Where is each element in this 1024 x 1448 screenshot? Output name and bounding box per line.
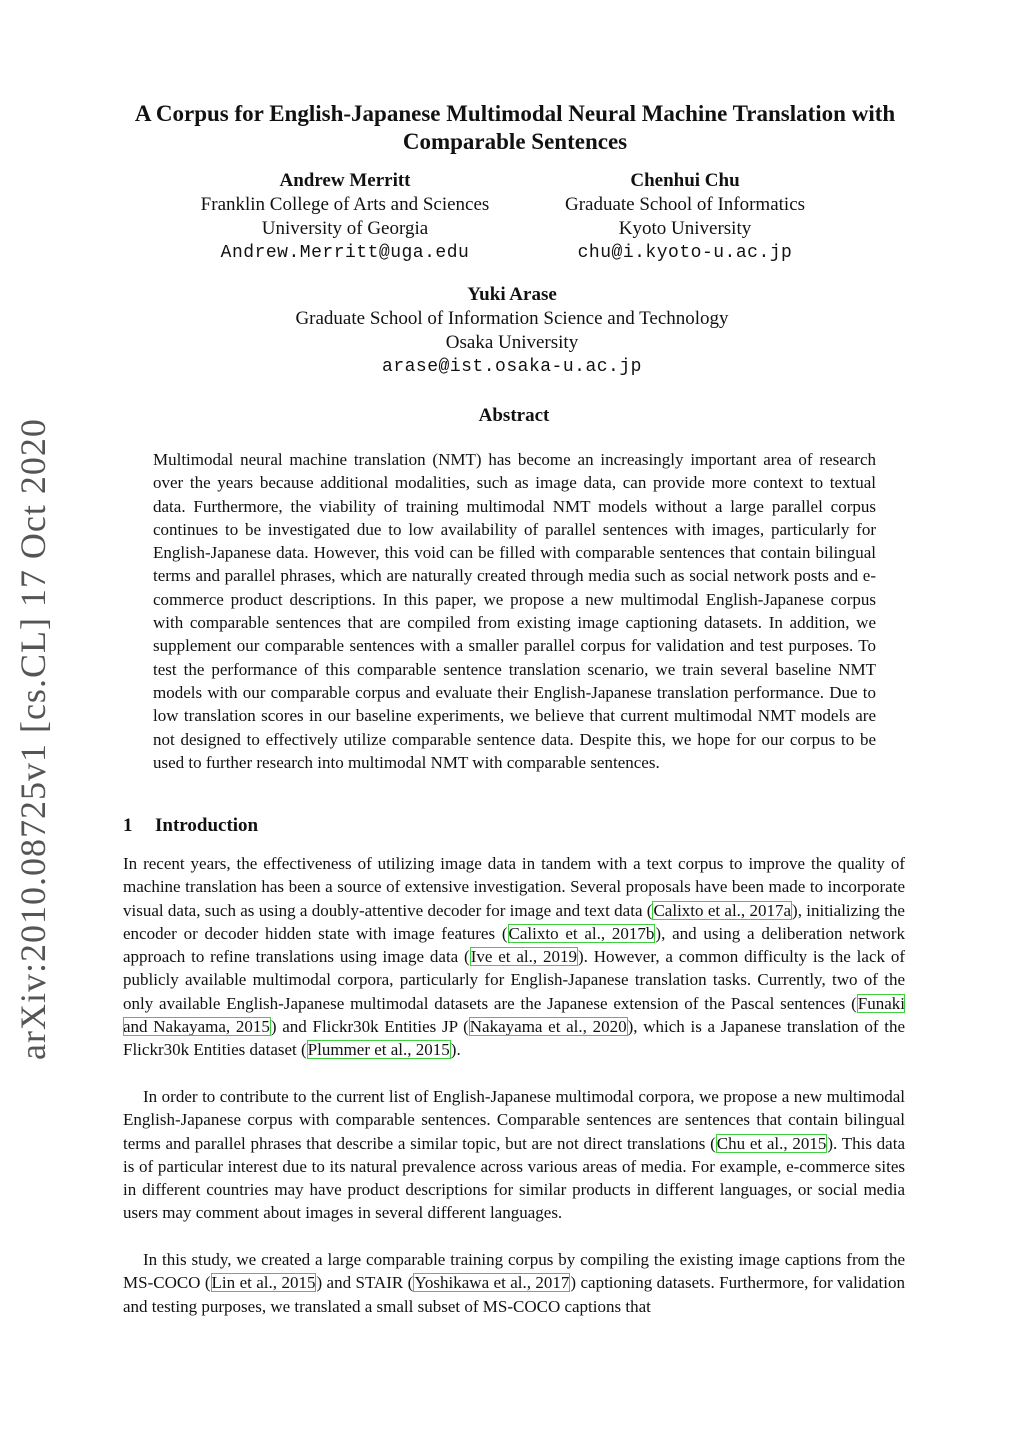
paragraph bbox=[123, 1248, 905, 1318]
author-block bbox=[262, 283, 762, 379]
text-run: ), which is a Japanese translation of the Flickr30k Entities dataset ( bbox=[123, 1017, 906, 1060]
citation-link[interactable]: Chu et al., 2015 bbox=[716, 1133, 827, 1153]
text-run: ) and Flickr30k Entities JP ( bbox=[270, 1017, 469, 1037]
section-number: 1 bbox=[123, 815, 133, 836]
author-affiliation: Kyoto University bbox=[618, 218, 752, 239]
citation-link[interactable]: Calixto et al., 2017a bbox=[653, 900, 792, 920]
text-run: In this study, we created a large comparable training corpus by compiling the existing image captions from the MS-COCO ( bbox=[123, 1250, 905, 1293]
author-block bbox=[175, 169, 515, 265]
text-run: ). However, a common difficulty is the lack of publicly available multimodal corpora, particularly for English-Japanese translation tasks. Currently, two of the only available English-Japanese multimodal datasets are the Japanese extension of the Pascal sentences ( bbox=[123, 947, 905, 1013]
citation-link[interactable]: Nakayama et al., 2020 bbox=[469, 1017, 627, 1037]
text-run: In recent years, the effectiveness of utilizing image data in tandem with a text corpus to improve the quality of machine translation has been a source of extensive investigation. Several proposals have been made to incorporate visual data, such as using a doubly-attentive decoder for image and text data ( bbox=[123, 854, 905, 920]
author-name: Yuki Arase bbox=[467, 284, 557, 305]
paragraph bbox=[123, 1085, 905, 1225]
author-affiliation: Graduate School of Informatics bbox=[564, 194, 806, 215]
text-run: ), initializing the encoder or decoder hidden state with image features ( bbox=[123, 900, 905, 943]
author-affiliation: Franklin College of Arts and Sciences bbox=[200, 194, 490, 215]
text-run: In order to contribute to the current list of English-Japanese multimodal corpora, we propose a new multimodal English-Japanese corpus with comparable sentences. Comparable sentences are sentences that contain bilingual terms and parallel phrases that describe a similar topic, but are not direct translations ( bbox=[123, 1087, 905, 1153]
author-affiliation: Graduate School of Information Science and Technology bbox=[295, 308, 729, 329]
citation-link[interactable]: Plummer et al., 2015 bbox=[307, 1040, 450, 1060]
arxiv-identifier: arXiv:2010.08725v1 [cs.CL] 17 Oct 2020 bbox=[13, 418, 53, 1060]
text-run: ). bbox=[450, 1040, 461, 1060]
author-email: arase@ist.osaka-u.ac.jp bbox=[382, 357, 642, 377]
author-email: Andrew.Merritt@uga.edu bbox=[220, 243, 470, 263]
citation-link[interactable]: Calixto et al., 2017b bbox=[508, 923, 655, 943]
citation-link[interactable]: Ive et al., 2019 bbox=[470, 947, 577, 967]
paragraph bbox=[123, 852, 905, 1062]
author-name: Andrew Merritt bbox=[279, 170, 411, 191]
paper-title: A Corpus for English-Japanese Multimodal Neural Machine Translation with Comparable Sentences bbox=[134, 101, 896, 154]
text-run: ) captioning datasets. Furthermore, for validation and testing purposes, we translated a small subset of MS-COCO captions that bbox=[123, 1273, 906, 1316]
author-email: chu@i.kyoto-u.ac.jp bbox=[577, 243, 793, 263]
section-heading bbox=[123, 815, 258, 837]
author-name: Chenhui Chu bbox=[630, 170, 740, 191]
author-block bbox=[545, 169, 825, 265]
author-affiliation: University of Georgia bbox=[261, 218, 429, 239]
abstract-heading: Abstract bbox=[478, 405, 550, 426]
citation-link[interactable]: Funaki and Nakayama, 2015 bbox=[123, 993, 905, 1037]
section-title: Introduction bbox=[155, 815, 259, 836]
citation-link[interactable]: Yoshikawa et al., 2017 bbox=[414, 1273, 570, 1293]
text-run: ), and using a deliberation network approach to refine translations using image data ( bbox=[123, 923, 905, 967]
abstract-text: Multimodal neural machine translation (NMT) has become an increasingly important area of research over the years because additional modalities, such as image data, can provide more context to textual data. Furthermore, the viability of training multimodal NMT models without a large parallel corpus continues to be investigated due to low availability of parallel sentences with images, particularly for English-Japanese data. However, this void can be filled with comparable sentences that contain bilingual terms and parallel phrases, which are naturally created through media such as social network posts and e-commerce product descriptions. In this paper, we propose a new multimodal English-Japanese corpus with comparable sentences that are compiled from existing image captioning datasets. In addition, we supplement our comparable sentences with a smaller parallel corpus for validation and test purposes. To test the performance of this comparable sentence translation scenario, we train several baseline NMT models with our comparable corpus and evaluate their English-Japanese translation performance. Due to low translation scores in our baseline experiments, we believe that current multimodal NMT models are not designed to effectively utilize comparable sentence data. Despite this, we hope for our corpus to be used to further research into multimodal NMT with comparable sentences. bbox=[153, 450, 876, 772]
author-affiliation: Osaka University bbox=[445, 332, 579, 353]
text-run: ) and STAIR ( bbox=[316, 1273, 414, 1293]
text-run: ). This data is of particular interest due to its natural prevalence across various areas of media. For example, e-commerce sites in different countries may have product descriptions for similar products in different languages, or social media users may comment about images in several different languages. bbox=[123, 1133, 905, 1223]
citation-link[interactable]: Lin et al., 2015 bbox=[211, 1273, 316, 1293]
